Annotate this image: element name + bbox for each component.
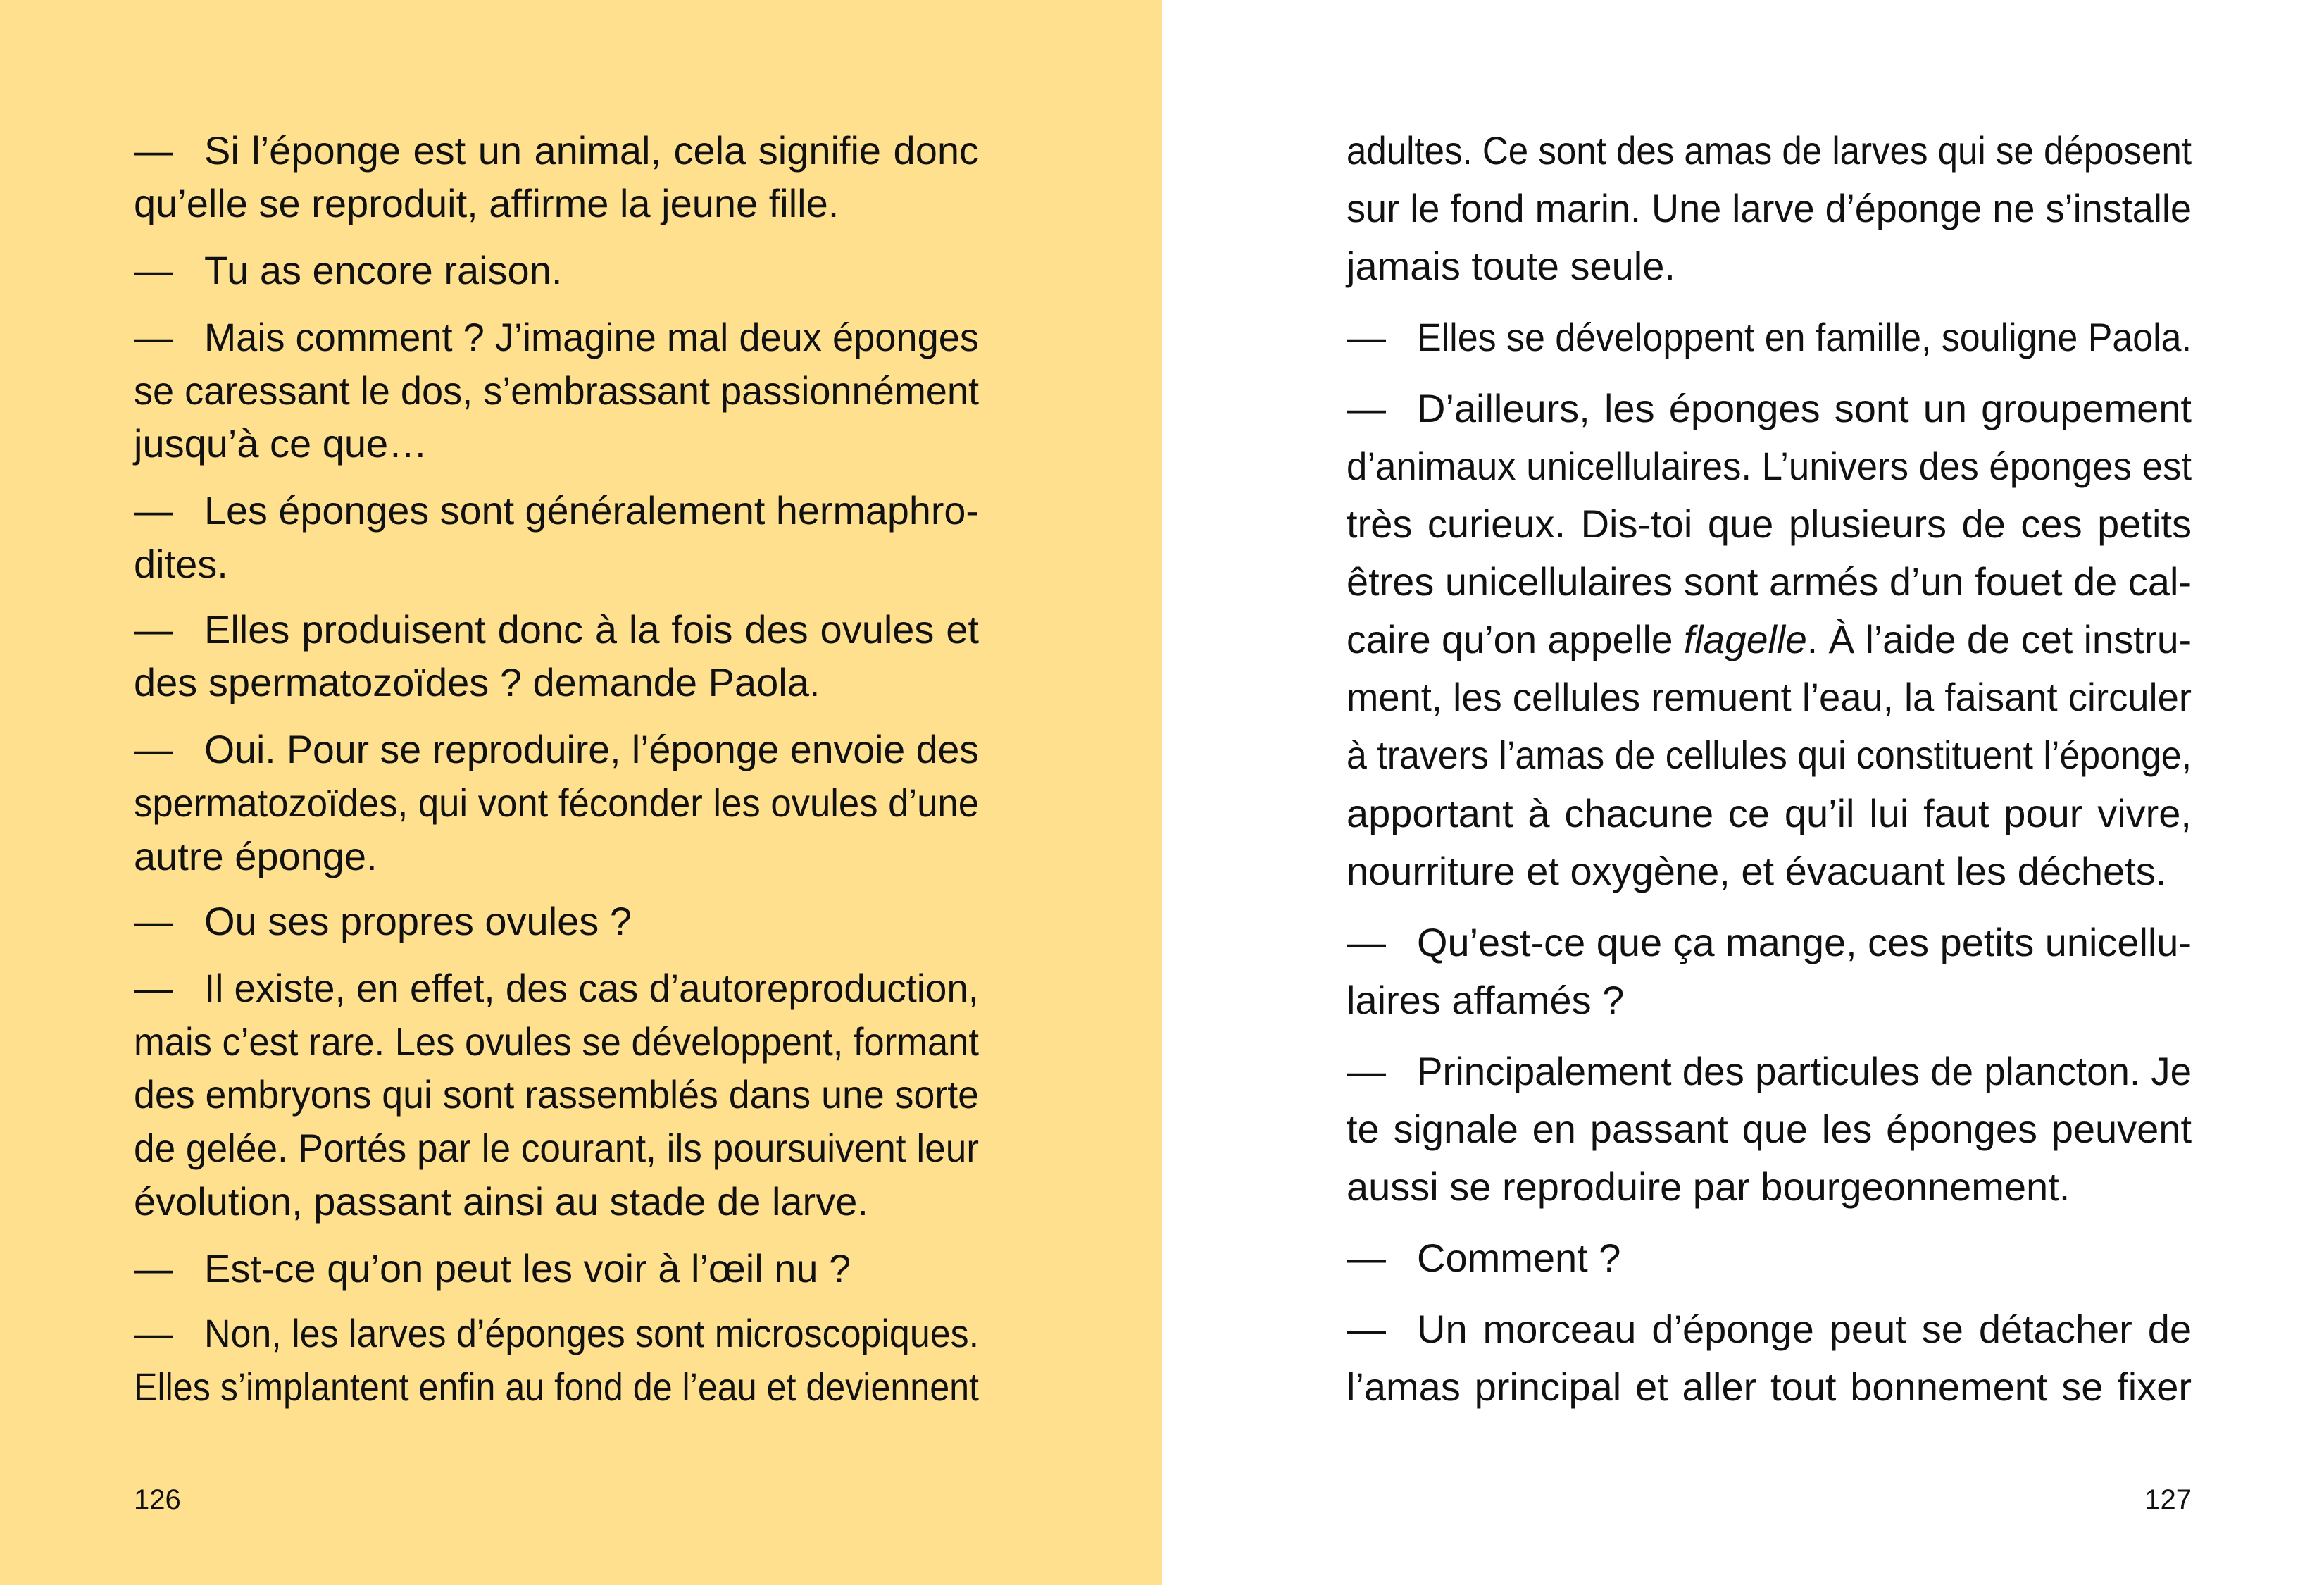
text-segment: Elles s’implantent enfin au fond de l’eau et deviennent <box>134 1365 979 1409</box>
text-line <box>134 124 979 178</box>
text-line <box>134 776 979 830</box>
text-segment: ment, les cellules remuent l’eau, la faisant circuler <box>1347 675 2192 719</box>
dialogue-dash: — <box>134 1311 173 1355</box>
text-line <box>134 1121 979 1175</box>
text-segment: Qu’est-ce que ça mange, ces petits unicellu- <box>1417 920 2192 964</box>
text-line <box>134 537 979 591</box>
text-segment: Mais comment ? J’imagine mal deux éponges <box>204 315 979 359</box>
text-line <box>1347 555 2192 609</box>
text-segment: se caressant le dos, s’embrassant passionnément <box>134 368 979 413</box>
text-line <box>134 364 979 418</box>
text-line <box>134 1360 979 1414</box>
text-segment: D’ailleurs, les éponges sont un groupement <box>1417 386 2192 430</box>
text-segment: Tu as encore raison. <box>204 248 563 292</box>
dialogue-dash: — <box>134 128 173 173</box>
text-segment: mais c’est rare. Les ovules se développent, formant <box>134 1019 979 1064</box>
text-segment: caire qu’on appelle <box>1347 617 1684 661</box>
dialogue-dash: — <box>1347 386 1386 430</box>
dialogue-dash: — <box>134 899 173 943</box>
text-line <box>1347 182 2192 235</box>
dialogue-dash: — <box>134 315 173 359</box>
text-segment: aussi se reproduire par bourgeonnement. <box>1347 1164 2070 1209</box>
text-segment: de gelée. Portés par le courant, ils poursuivent leur <box>134 1126 979 1170</box>
text-line <box>134 1175 979 1229</box>
text-segment: apportant à chacune ce qu’il lui faut pour vivre, <box>1347 791 2192 835</box>
dialogue-dash: — <box>134 607 173 652</box>
dialogue-dash: — <box>1347 1236 1386 1280</box>
italic-term: flagelle <box>1683 617 1807 661</box>
page-number: 127 <box>2144 1484 2192 1515</box>
dialogue-dash: — <box>1347 1049 1386 1093</box>
text-segment: qu’elle se reproduit, affirme la jeune fille. <box>134 181 839 225</box>
text-line <box>1347 787 2192 840</box>
text-line <box>134 484 979 537</box>
text-segment: jusqu’à ce que… <box>134 421 428 466</box>
text-segment: Il existe, en effet, des cas d’autoreproduction, <box>204 966 979 1010</box>
text-line <box>134 603 979 657</box>
dialogue-dash: — <box>134 1246 173 1291</box>
right-page <box>1162 0 2324 1585</box>
text-segment: Un morceau d’éponge peut se détacher de <box>1417 1307 2192 1351</box>
text-segment: des embryons qui sont rassemblés dans une sorte <box>134 1072 979 1117</box>
text-segment: dites. <box>134 542 228 586</box>
text-segment: spermatozoïdes, qui vont féconder les ovules d’une <box>134 781 979 825</box>
text-line <box>1347 613 2192 666</box>
text-segment: Oui. Pour se reproduire, l’éponge envoie des <box>204 727 979 771</box>
text-line <box>1347 845 2192 898</box>
text-line <box>134 1307 979 1360</box>
text-line <box>1347 1102 2192 1156</box>
text-segment: autre éponge. <box>134 834 377 878</box>
text-segment: Principalement des particules de plancton. Je <box>1417 1049 2192 1093</box>
text-line <box>134 417 979 471</box>
text-segment: Si l’éponge est un animal, cela signifie donc <box>204 128 979 173</box>
text-segment: nourriture et oxygène, et évacuant les déchets. <box>1347 849 2167 893</box>
dialogue-dash: — <box>1347 315 1386 359</box>
text-segment: évolution, passant ainsi au stade de larve. <box>134 1179 868 1224</box>
text-line <box>1347 124 2192 178</box>
text-line <box>134 962 979 1015</box>
text-segment: des spermatozoïdes ? demande Paola. <box>134 660 820 704</box>
text-line <box>1347 1045 2192 1098</box>
text-segment: à travers l’amas de cellules qui constituent l’éponge, <box>1347 733 2192 777</box>
text-line <box>1347 974 2192 1027</box>
text-line <box>1347 497 2192 551</box>
text-line <box>134 1242 979 1295</box>
text-line <box>134 311 979 364</box>
text-segment: Les éponges sont généralement hermaphro- <box>204 488 979 533</box>
dialogue-dash: — <box>1347 1307 1386 1351</box>
text-line <box>1347 382 2192 435</box>
dialogue-dash: — <box>1347 920 1386 964</box>
text-segment: l’amas principal et aller tout bonnement se fixer <box>1347 1365 2192 1409</box>
text-line <box>1347 728 2192 782</box>
text-line <box>134 244 979 297</box>
text-segment: Non, les larves d’éponges sont microscopiques. <box>204 1311 979 1355</box>
text-segment: Ou ses propres ovules ? <box>204 899 632 943</box>
text-line <box>134 1015 979 1069</box>
text-segment: très curieux. Dis-toi que plusieurs de ces petits <box>1347 502 2192 546</box>
page-number: 126 <box>134 1484 181 1515</box>
text-line <box>1347 311 2192 364</box>
text-line <box>1347 440 2192 493</box>
text-segment: Elles produisent donc à la fois des ovules et <box>204 607 979 652</box>
text-segment: Elles se développent en famille, souligne Paola. <box>1417 315 2192 359</box>
text-line <box>1347 1160 2192 1214</box>
text-line <box>134 830 979 883</box>
dialogue-dash: — <box>134 488 173 533</box>
text-line <box>1347 240 2192 293</box>
text-segment: sur le fond marin. Une larve d’éponge ne s’installe <box>1347 186 2192 230</box>
dialogue-dash: — <box>134 966 173 1010</box>
text-line <box>1347 1303 2192 1356</box>
text-line <box>134 895 979 948</box>
text-segment: laires affamés ? <box>1347 978 1625 1022</box>
text-line <box>134 177 979 230</box>
dialogue-dash: — <box>134 727 173 771</box>
text-segment: te signale en passant que les éponges peuvent <box>1347 1107 2192 1151</box>
dialogue-dash: — <box>134 248 173 292</box>
text-segment: jamais toute seule. <box>1347 244 1675 288</box>
text-segment: . À l’aide de cet instru- <box>1806 617 2192 661</box>
text-line <box>1347 671 2192 724</box>
text-segment: d’animaux unicellulaires. L’univers des éponges est <box>1347 444 2192 488</box>
text-segment: êtres unicellulaires sont armés d’un fouet de cal- <box>1347 559 2192 604</box>
text-line <box>134 1068 979 1121</box>
text-segment: adultes. Ce sont des amas de larves qui se déposent <box>1347 128 2192 173</box>
text-segment: Comment ? <box>1417 1236 1621 1280</box>
text-line <box>1347 916 2192 969</box>
text-line <box>1347 1231 2192 1285</box>
text-line <box>134 723 979 776</box>
text-line <box>134 656 979 709</box>
text-line <box>1347 1360 2192 1414</box>
text-segment: Est-ce qu’on peut les voir à l’œil nu ? <box>204 1246 851 1291</box>
